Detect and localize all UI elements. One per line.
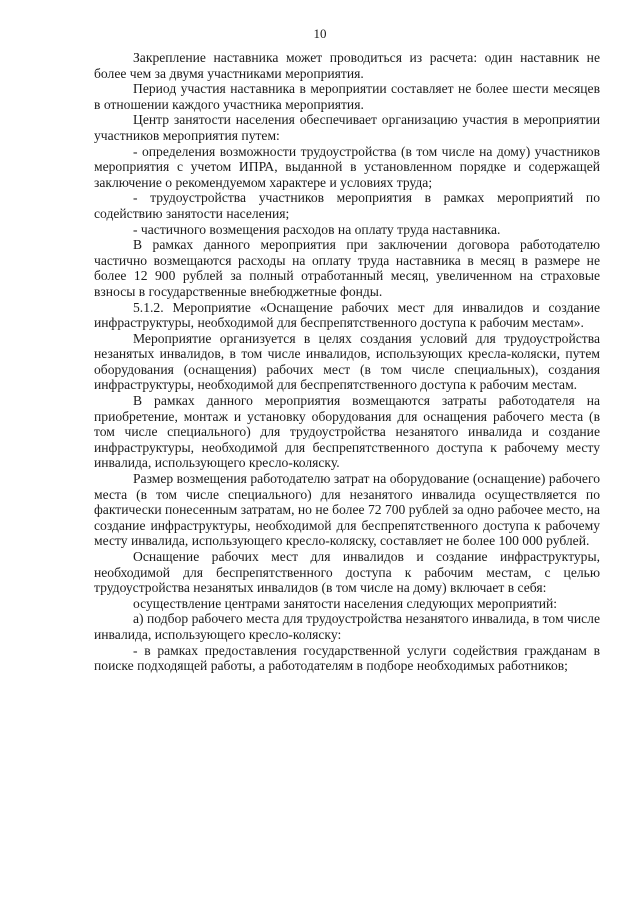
paragraph-equipping-includes: Оснащение рабочих мест для инвалидов и создание инфраструктуры, необходимой для беспрепятственного доступа к рабочим местам, с целью трудоустройства незанятых инвалидов (в том числе на дому) включает в себя: <box>94 549 600 596</box>
list-item-workplace-selection: а) подбор рабочего места для трудоустройства незанятого инвалида, в том числе инвалида, использующего кресло-коляску: <box>94 611 600 642</box>
paragraph-reimbursement-limits: Размер возмещения работодателю затрат на оборудование (оснащение) рабочего места (в том числе специального) для незанятого инвалида осуществляется по фактически понесенным затратам, но не более 72 700 рублей за одно рабочее место, на создание инфраструктуры, необходимой для беспрепятственного доступа к рабочему месту инвалида, использующего кресло-коляску, составляет не более 100 000 рублей. <box>94 471 600 549</box>
paragraph-mentor-ratio: Закрепление наставника может проводиться из расчета: один наставник не более чем за двумя участниками мероприятия. <box>94 50 600 81</box>
paragraph-center-activities: осуществление центрами занятости населения следующих мероприятий: <box>133 595 558 611</box>
page-number: 10 <box>313 26 327 41</box>
paragraph-mentor-period: Период участия наставника в мероприятии составляет не более шести месяцев в отношении каждого участника мероприятия. <box>94 81 600 112</box>
paragraph-employment-center-duties: Центр занятости населения обеспечивает организацию участия в мероприятии участников мероприятия путем: <box>94 112 600 143</box>
list-item-employment-in-programs: - трудоустройства участников мероприятия в рамках мероприятий по содействию занятости населения; <box>94 190 600 221</box>
list-item-public-service: - в рамках предоставления государственной услуги содействия гражданам в поиске подходящей работы, а работодателям в подборе необходимых работников; <box>94 642 600 674</box>
paragraph-employer-costs: В рамках данного мероприятия возмещаются затраты работодателя на приобретение, монтаж и установку оборудования для оснащения рабочего места (в том числе специального) для трудоустройства незанятого инвалида и создание инфраструктуры, необходимой для беспрепятственного доступа к рабочему месту инвалида, использующего кресло-коляску. <box>94 393 600 471</box>
paragraph-reimbursement-amount: В рамках данного мероприятия при заключении договора работодателю частично возмещаются расходы на оплату труда наставника в месяц в размере не более 12 900 рублей за полный отработанный месяц, увеличенном на страховые взносы в государственные внебюджетные фонды. <box>94 237 600 299</box>
document-body <box>94 50 600 674</box>
section-heading-5-1-2: 5.1.2. Мероприятие «Оснащение рабочих мест для инвалидов и создание инфраструктуры, необходимой для беспрепятственного доступа к рабочим местам». <box>94 299 600 331</box>
paragraph-purpose: Мероприятие организуется в целях создания условий для трудоустройства незанятых инвалидов, в том числе инвалидов, использующих кресла-коляски, путем оборудования (оснащения) рабочих мест (в том числе специальных), создания инфраструктуры, необходимой для беспрепятственного доступа к рабочим местам. <box>94 330 600 393</box>
list-item-determine-employment: - определения возможности трудоустройства (в том числе на дому) участников мероприятия с учетом ИПРА, выданной в установленном порядке и содержащей заключение о рекомендуемом характере и условиях труда; <box>94 143 600 190</box>
list-item-partial-reimbursement: - частичного возмещения расходов на оплату труда наставника. <box>133 221 501 237</box>
